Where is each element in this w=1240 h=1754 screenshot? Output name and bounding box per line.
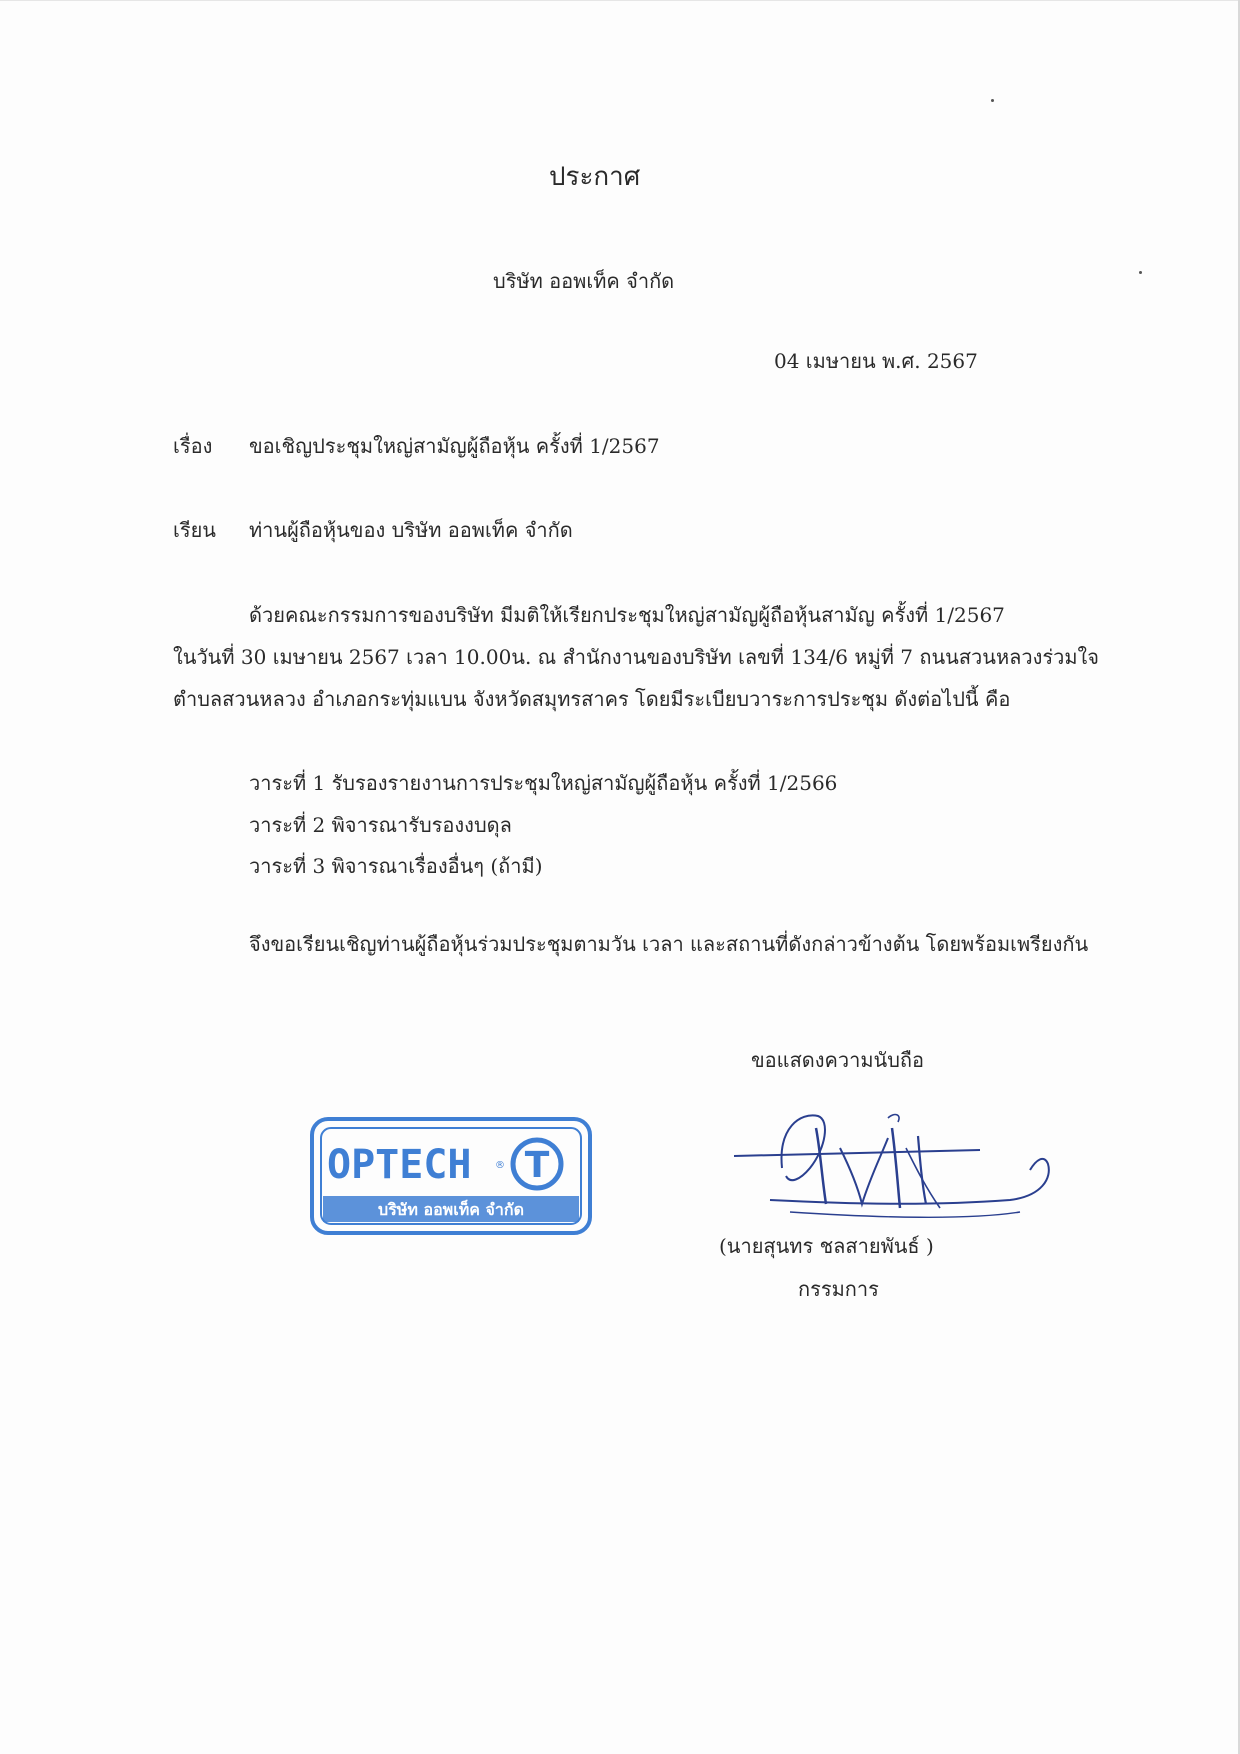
scan-speck — [1139, 271, 1142, 274]
closing-text: จึงขอเรียนเชิญท่านผู้ถือหุ้นร่วมประชุมตามวัน เวลา และสถานที่ดังกล่าวข้างต้น โดยพร้อมเพรียงกัน — [249, 932, 1089, 956]
agenda-item: วาระที่ 2 พิจารณารับรองงบดุล — [249, 813, 512, 837]
subject-text: ขอเชิญประชุมใหญ่สามัญผู้ถือหุ้น ครั้งที่ 1/2567 — [249, 434, 660, 458]
recipient-text: ท่านผู้ถือหุ้นของ บริษัท ออพเท็ค จำกัด — [249, 518, 573, 542]
stamp-brand: OPTECH — [327, 1142, 472, 1188]
announcement-date: 04 เมษายน พ.ศ. 2567 — [774, 349, 978, 373]
stamp-mark: T — [524, 1145, 550, 1186]
agenda-item: วาระที่ 3 พิจารณาเรื่องอื่นๆ (ถ้ามี) — [249, 854, 543, 878]
announcement-title: ประกาศ — [549, 162, 641, 192]
company-stamp — [309, 1116, 593, 1236]
svg-text:®: ® — [495, 1160, 505, 1171]
company-name: บริษัท ออพเท็ค จำกัด — [493, 269, 675, 293]
signer-position: กรรมการ — [798, 1277, 879, 1301]
recipient-label: เรียน — [173, 518, 216, 542]
body-line: ตำบลสวนหลวง อำเภอกระทุ่มแบน จังหวัดสมุทรสาคร โดยมีระเบียบวาระการประชุม ดังต่อไปนี้ คือ — [173, 687, 1011, 711]
subject-label: เรื่อง — [173, 434, 213, 458]
page-top-edge — [0, 0, 1240, 1]
body-line: ด้วยคณะกรรมการของบริษัท มีมติให้เรียกประชุมใหญ่สามัญผู้ถือหุ้นสามัญ ครั้งที่ 1/2567 — [249, 603, 1005, 627]
regards-text: ขอแสดงความนับถือ — [751, 1048, 925, 1072]
signer-name: (นายสุนทร ชลสายพันธ์ ) — [719, 1234, 934, 1258]
stamp-subtext: บริษัท ออพเท็ค จำกัด — [378, 1200, 524, 1219]
signature — [730, 1108, 1060, 1228]
body-line: ในวันที่ 30 เมษายน 2567 เวลา 10.00น. ณ สำนักงานของบริษัท เลขที่ 134/6 หมู่ที่ 7 ถนนสวนหลวงร่วมใจ — [173, 645, 1100, 669]
scan-speck — [991, 99, 994, 102]
agenda-item: วาระที่ 1 รับรองรายงานการประชุมใหญ่สามัญผู้ถือหุ้น ครั้งที่ 1/2566 — [249, 771, 838, 795]
